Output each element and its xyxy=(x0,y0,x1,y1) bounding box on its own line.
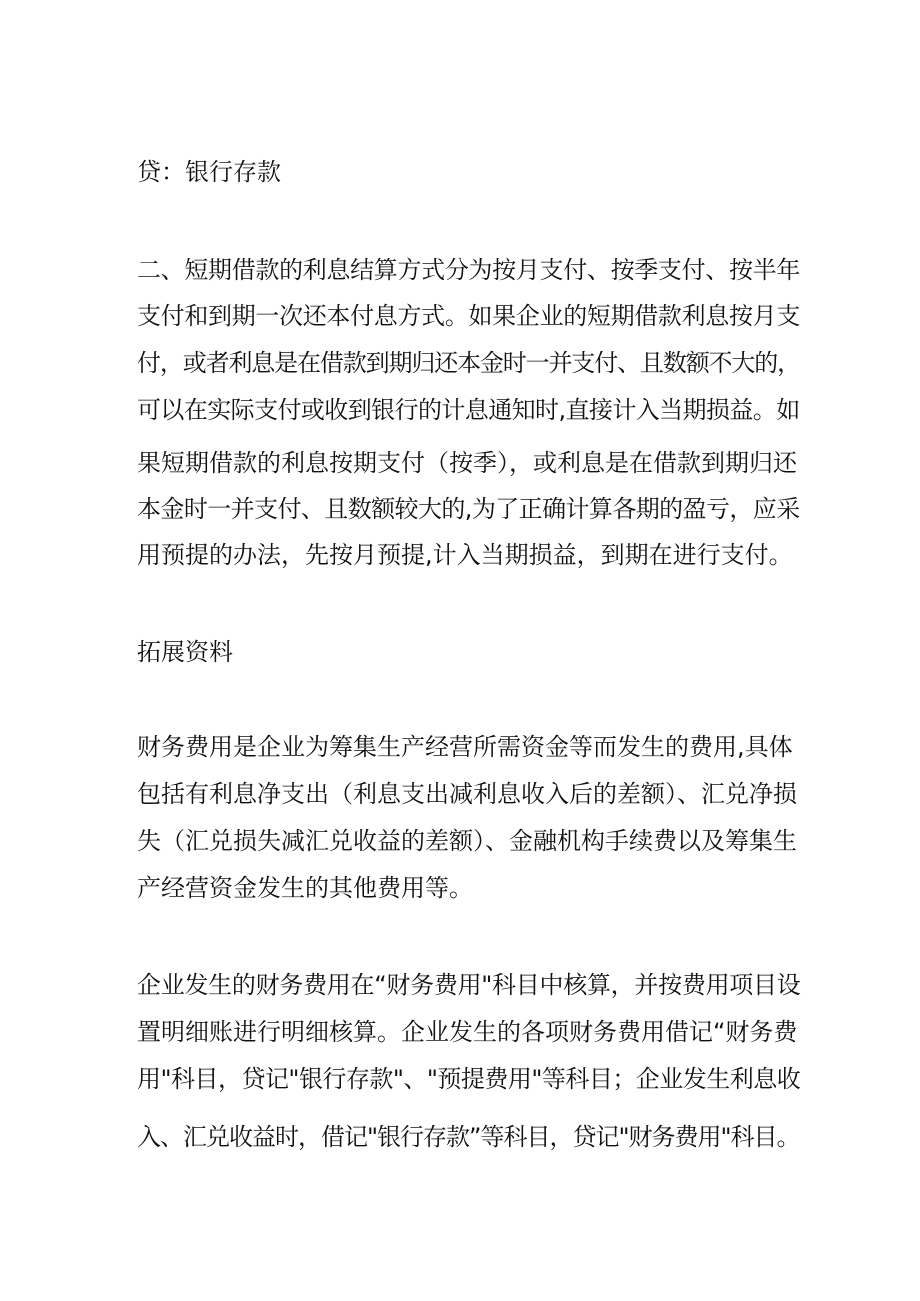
paragraph-line: 企业发生的财务费用在“财务费用"科目中核算，并按费用项目设 xyxy=(137,971,801,999)
paragraph-line: 失（汇兑损失减汇兑收益的差额）、金融机构手续费以及筹集生 xyxy=(137,827,797,855)
paragraph-line: 入、汇兑收益时，借记"银行存款”等科目，贷记"财务费用"科目。 xyxy=(137,1123,800,1151)
paragraph-line: 付，或者利息是在借款到期归还本金时一并支付、且数额不大的， xyxy=(137,349,800,377)
paragraph-line: 置明细账进行明细核算。企业发生的各项财务费用借记“财务费 xyxy=(137,1018,798,1046)
paragraph-line: 支付和到期一次还本付息方式。如果企业的短期借款利息按月支 xyxy=(137,302,800,330)
paragraph-line: 果短期借款的利息按期支付（按季），或利息是在借款到期归还 xyxy=(137,449,797,477)
paragraph-line: 财务费用是企业为筹集生产经营所需资金等而发生的费用,具体 xyxy=(137,733,793,761)
paragraph-line: 产经营资金发生的其他费用等。 xyxy=(137,874,473,902)
paragraph-line: 用预提的办法，先按月预提,计入当期损益，到期在进行支付。 xyxy=(137,541,793,569)
credit-entry-line: 贷：银行存款 xyxy=(137,158,281,186)
paragraph-line: 二、短期借款的利息结算方式分为按月支付、按季支付、按半年 xyxy=(137,256,800,284)
paragraph-line: 本金时一并支付、且数额较大的,为了正确计算各期的盈亏，应采 xyxy=(137,495,800,523)
extended-material-heading: 拓展资料 xyxy=(137,638,233,666)
paragraph-line: 用"科目，贷记"银行存款"、"预提费用"等科目；企业发生利息收 xyxy=(137,1065,801,1093)
paragraph-line: 包括有利息净支出（利息支出减利息收入后的差额）、汇兑净损 xyxy=(137,780,797,808)
paragraph-line: 可以在实际支付或收到银行的计息通知时,直接计入当期损益。如 xyxy=(137,396,800,424)
